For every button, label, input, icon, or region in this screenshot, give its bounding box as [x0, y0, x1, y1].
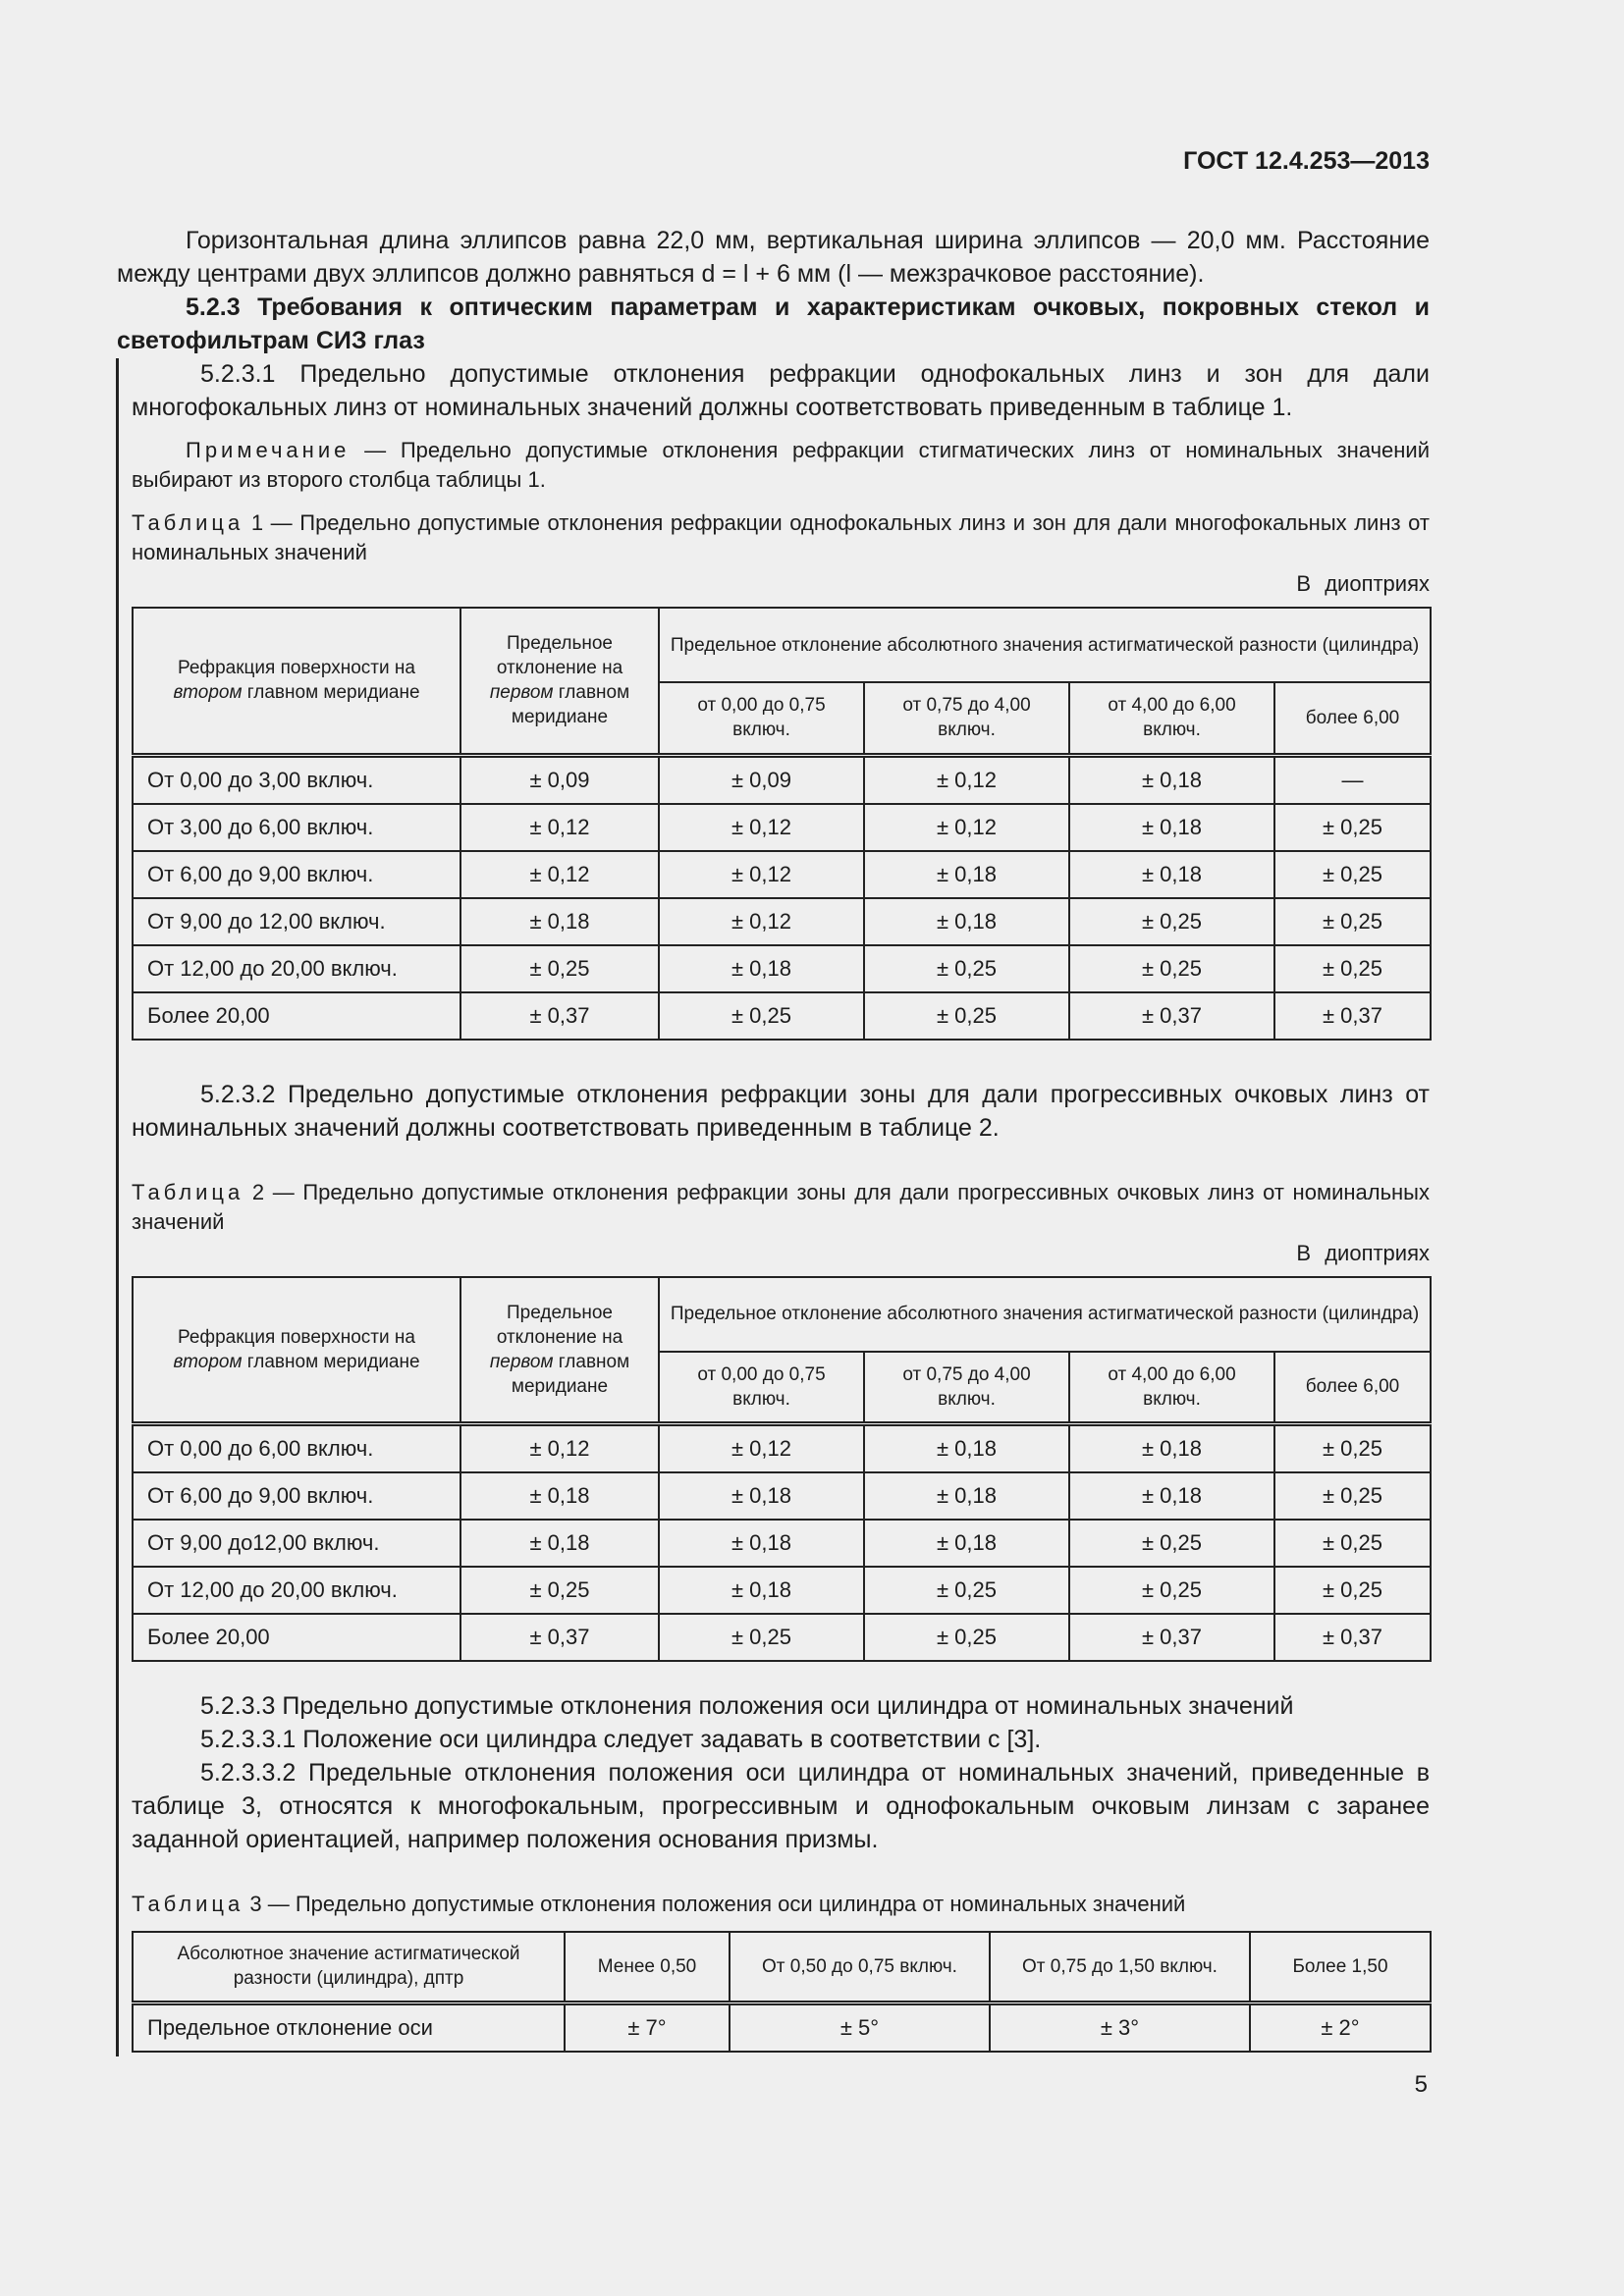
table-cell: Более 20,00 [133, 992, 460, 1040]
table3-caption [132, 1890, 1430, 1919]
table-cell: ± 0,12 [864, 804, 1069, 851]
table-cell: От 9,00 до 12,00 включ. [133, 898, 460, 945]
table-cell: ± 0,18 [460, 1520, 659, 1567]
table-cell: ± 0,18 [659, 1472, 864, 1520]
table-cell: ± 0,37 [1069, 1614, 1274, 1661]
table-cell: ± 0,18 [864, 1424, 1069, 1473]
table2-label: Таблица [132, 1179, 244, 1204]
table-cell: ± 0,37 [460, 992, 659, 1040]
table-cell: ± 2° [1250, 2002, 1431, 2052]
table2-caption-text: 2 — Предельно допустимые отклонения рефракции зоны для дали прогрессивных очковых линз от номинальных значений [132, 1179, 1430, 1234]
table2-sub-head: более 6,00 [1274, 1352, 1431, 1424]
table-cell: От 9,00 до12,00 включ. [133, 1520, 460, 1567]
table-cell: ± 0,18 [864, 898, 1069, 945]
table3-caption-text: 3 — Предельно допустимые отклонения положения оси цилиндра от номинальных значений [244, 1892, 1186, 1916]
table1-head-first-meridian: Предельное отклонение на первом главном меридиане [460, 608, 659, 755]
table-cell: ± 0,25 [1274, 1472, 1431, 1520]
table1-sub-head: более 6,00 [1274, 682, 1431, 755]
table-cell: От 0,00 до 6,00 включ. [133, 1424, 460, 1473]
table2-sub-head: от 0,00 до 0,75 включ. [659, 1352, 864, 1424]
table2-head-group: Предельное отклонение абсолютного значения астигматической разности (цилиндра) [659, 1277, 1431, 1352]
table-cell: ± 0,12 [659, 804, 864, 851]
table-cell: ± 0,18 [864, 851, 1069, 898]
table-cell: ± 0,25 [1069, 1520, 1274, 1567]
table-cell: ± 0,25 [864, 1567, 1069, 1614]
table-row [133, 945, 1431, 992]
table-cell: ± 0,12 [460, 804, 659, 851]
table-cell: ± 0,25 [1069, 1567, 1274, 1614]
section-heading-5-2-3: 5.2.3 Требования к оптическим параметрам и характеристикам очковых, покровных стекол и светофильтрам СИЗ глаз [117, 294, 1430, 354]
table3-head-cell: Более 1,50 [1250, 1932, 1431, 2002]
table3-head-cell: От 0,75 до 1,50 включ. [990, 1932, 1250, 2002]
table-cell: ± 0,18 [1069, 804, 1274, 851]
table-row [133, 1424, 1431, 1473]
table-cell: ± 0,18 [659, 945, 864, 992]
table3-head-cell: Абсолютное значение астигматической разности (цилиндра), дптр [133, 1932, 565, 2002]
table-cell: ± 0,37 [1069, 992, 1274, 1040]
page-content [117, 224, 1430, 2053]
table-cell: ± 0,18 [1069, 755, 1274, 804]
table-cell: ± 0,12 [659, 851, 864, 898]
table-cell: ± 0,25 [659, 992, 864, 1040]
paragraph-5-2-3-3: 5.2.3.3 Предельно допустимые отклонения положения оси цилиндра от номинальных значений [200, 1692, 1294, 1720]
table-cell: От 6,00 до 9,00 включ. [133, 1472, 460, 1520]
table-row [133, 1614, 1431, 1661]
table2-caption [132, 1178, 1430, 1237]
table2-head-refraction: Рефракция поверхности на втором главном меридиане [133, 1277, 460, 1424]
table2-units: В диоптриях [1296, 1240, 1430, 1265]
table-cell: ± 0,18 [1069, 1472, 1274, 1520]
table1-units: В диоптриях [1296, 571, 1430, 596]
note-paragraph [132, 436, 1430, 495]
table-cell: ± 0,18 [460, 898, 659, 945]
table-cell: ± 0,12 [659, 898, 864, 945]
table-cell: ± 0,18 [864, 1520, 1069, 1567]
table3-head-cell: От 0,50 до 0,75 включ. [730, 1932, 990, 2002]
table-cell: От 6,00 до 9,00 включ. [133, 851, 460, 898]
doc-code-header: ГОСТ 12.4.253—2013 [1183, 147, 1430, 175]
table-cell: ± 0,12 [460, 851, 659, 898]
table-cell: ± 0,25 [1069, 945, 1274, 992]
table-cell: ± 0,25 [460, 1567, 659, 1614]
table-cell: ± 0,37 [1274, 1614, 1431, 1661]
table-row [133, 992, 1431, 1040]
page-number: 5 [1414, 2071, 1428, 2098]
table1-caption-text: 1 — Предельно допустимые отклонения рефракции однофокальных линз и зон для дали многофокальных линз от номинальных значений [132, 510, 1430, 564]
table-cell: ± 0,25 [1274, 1424, 1431, 1473]
table1-head-group: Предельное отклонение абсолютного значения астигматической разности (цилиндра) [659, 608, 1431, 682]
table-cell: ± 0,25 [1274, 804, 1431, 851]
table-row [133, 1472, 1431, 1520]
table-cell: Предельное отклонение оси [133, 2002, 565, 2052]
paragraph-5-2-3-3-2: 5.2.3.3.2 Предельные отклонения положения оси цилиндра от номинальных значений, приведенные в таблице 3, относятся к многофокальным, прогрессивным и однофокальным очковым линзам с заранее заданной ориентацией, например положения основания призмы. [132, 1759, 1430, 1853]
table-cell: От 12,00 до 20,00 включ. [133, 945, 460, 992]
table1-sub-head: от 0,00 до 0,75 включ. [659, 682, 864, 755]
table3 [132, 1931, 1432, 2053]
table-cell: — [1274, 755, 1431, 804]
table1-label: Таблица [132, 510, 244, 535]
note-label: Примечание [186, 438, 351, 462]
table2-sub-head: от 0,75 до 4,00 включ. [864, 1352, 1069, 1424]
table-row [133, 755, 1431, 804]
table-cell: ± 0,25 [659, 1614, 864, 1661]
table-cell: ± 0,25 [864, 992, 1069, 1040]
table-cell: ± 0,37 [1274, 992, 1431, 1040]
table-cell: ± 0,18 [460, 1472, 659, 1520]
table2 [132, 1276, 1432, 1663]
table1-sub-head: от 4,00 до 6,00 включ. [1069, 682, 1274, 755]
table-cell: Более 20,00 [133, 1614, 460, 1661]
table-cell: ± 0,25 [1274, 898, 1431, 945]
paragraph-5-2-3-3-1: 5.2.3.3.1 Положение оси цилиндра следует задавать в соответствии с [3]. [200, 1726, 1042, 1753]
table-cell: ± 0,18 [864, 1472, 1069, 1520]
table-row [133, 851, 1431, 898]
table-row [133, 2002, 1431, 2052]
note-text: — Предельно допустимые отклонения рефракции стигматических линз от номинальных значений выбирают из второго столбца таблицы 1. [132, 438, 1430, 492]
table-cell: От 0,00 до 3,00 включ. [133, 755, 460, 804]
table-cell: ± 0,25 [1069, 898, 1274, 945]
table1-sub-head: от 0,75 до 4,00 включ. [864, 682, 1069, 755]
table-cell: ± 0,37 [460, 1614, 659, 1661]
table-cell: ± 7° [565, 2002, 730, 2052]
paragraph-5-2-3-2: 5.2.3.2 Предельно допустимые отклонения рефракции зоны для дали прогрессивных очковых линз от номинальных значений должны соответствовать приведенным в таблице 2. [132, 1080, 1430, 1142]
table-cell: ± 0,25 [1274, 851, 1431, 898]
table1-caption [132, 508, 1430, 567]
table-row [133, 804, 1431, 851]
table2-sub-head: от 4,00 до 6,00 включ. [1069, 1352, 1274, 1424]
table-cell: От 12,00 до 20,00 включ. [133, 1567, 460, 1614]
table-row [133, 1567, 1431, 1614]
table1 [132, 607, 1432, 1041]
table-cell: ± 0,25 [1274, 1520, 1431, 1567]
table-cell: ± 0,18 [1069, 1424, 1274, 1473]
intro-paragraph: Горизонтальная длина эллипсов равна 22,0 мм, вертикальная ширина эллипсов — 20,0 мм. Расстояние между центрами двух эллипсов должно равняться d = l + 6 мм (l — межзрачковое расстояние). [117, 227, 1430, 288]
table-cell: ± 0,25 [864, 945, 1069, 992]
table-cell: ± 3° [990, 2002, 1250, 2052]
table-cell: ± 0,18 [659, 1520, 864, 1567]
table-cell: ± 0,12 [659, 1424, 864, 1473]
table-cell: ± 0,25 [864, 1614, 1069, 1661]
table-cell: ± 0,12 [460, 1424, 659, 1473]
table-row [133, 898, 1431, 945]
table-row [133, 1520, 1431, 1567]
table1-head-refraction: Рефракция поверхности на втором главном меридиане [133, 608, 460, 755]
table-cell: От 3,00 до 6,00 включ. [133, 804, 460, 851]
paragraph-5-2-3-1: 5.2.3.1 Предельно допустимые отклонения рефракции однофокальных линз и зон для дали многофокальных линз от номинальных значений должны соответствовать приведенным в таблице 1. [132, 360, 1430, 421]
table-cell: ± 0,25 [460, 945, 659, 992]
table3-head-cell: Менее 0,50 [565, 1932, 730, 2002]
table-cell: ± 0,18 [1069, 851, 1274, 898]
table-cell: ± 0,25 [1274, 945, 1431, 992]
table2-head-first-meridian: Предельное отклонение на первом главном меридиане [460, 1277, 659, 1424]
table-cell: ± 0,12 [864, 755, 1069, 804]
table-cell: ± 0,09 [659, 755, 864, 804]
table3-label: Таблица [132, 1892, 244, 1916]
table-cell: ± 5° [730, 2002, 990, 2052]
table-cell: ± 0,09 [460, 755, 659, 804]
table-cell: ± 0,18 [659, 1567, 864, 1614]
table-cell: ± 0,25 [1274, 1567, 1431, 1614]
